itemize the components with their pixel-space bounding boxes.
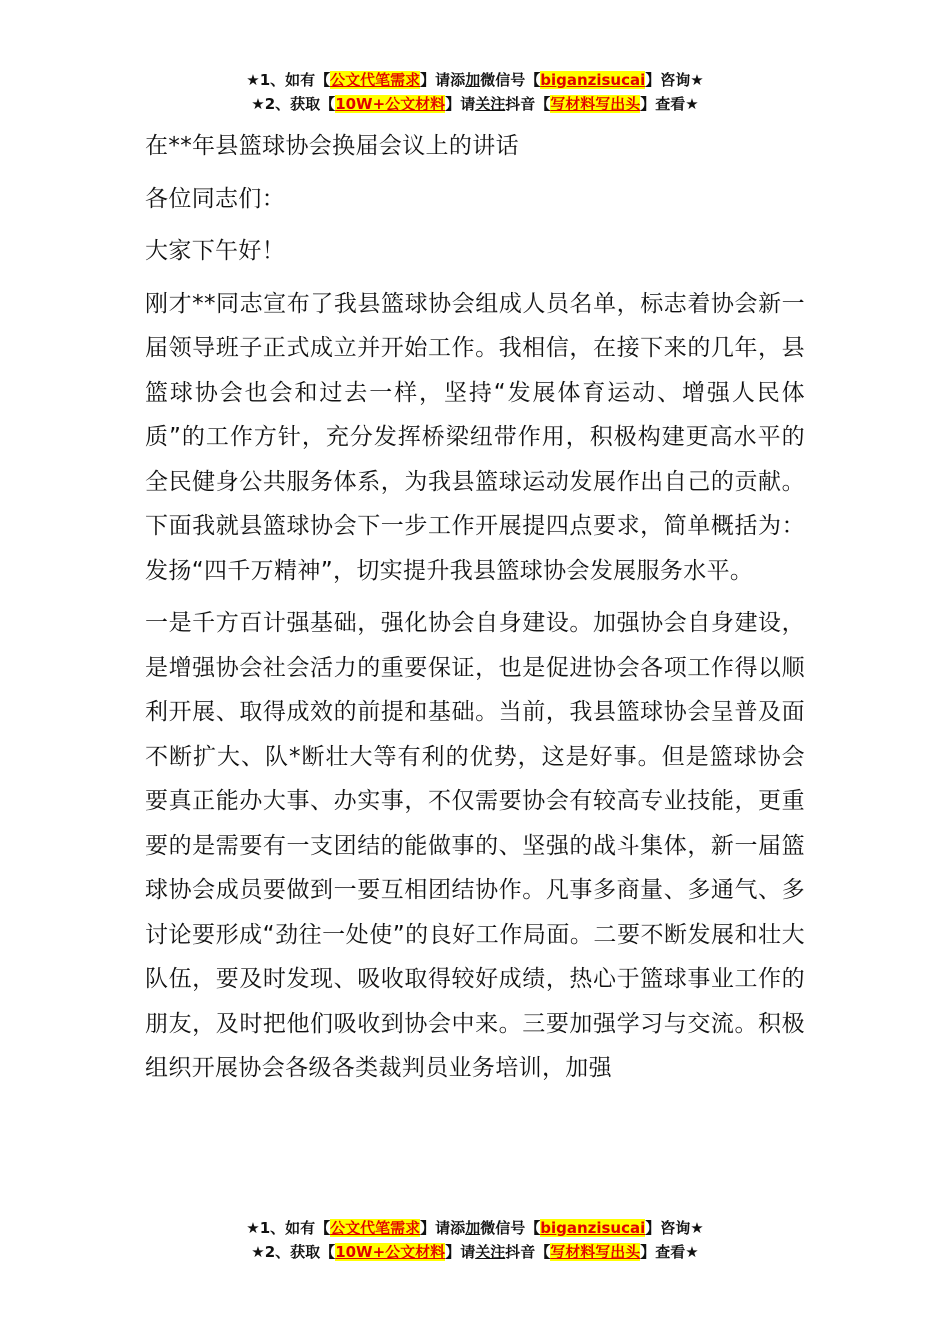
document-body <box>145 124 805 1099</box>
promo-highlight-douyin: 写材料写出头 <box>550 95 641 113</box>
promo-highlight-materials: 10W+公文材料 <box>335 1243 446 1261</box>
greeting: 大家下午好！ <box>145 238 286 264</box>
promo-line-1: ★1、如有【公文代笔需求】请添加微信号【biganzisucai】咨询★ <box>246 1219 704 1237</box>
promo-highlight-wechat-id: biganzisucai <box>540 71 646 89</box>
promo-line-1: ★1、如有【公文代笔需求】请添加微信号【biganzisucai】咨询★ <box>246 71 704 89</box>
promo-highlight-materials: 10W+公文材料 <box>335 95 446 113</box>
salutation: 各位同志们： <box>145 185 286 212</box>
paragraph-intro: 刚才**同志宣布了我县篮球协会组成人员名单，标志着协会新一届领导班子正式成立并开始工作。我相信，在接下来的几年，县篮球协会也会和过去一样，坚持“发展体育运动、增强人民体质”的工作方针，充分发挥桥梁纽带作用，积极构建更高水平的全民健身公共服务体系，为我县篮球运动发展作出自己的贡献。下面我就县篮球协会下一步工作开展提四点要求，简单概括为：发扬“四千万精神”，切实提升我县篮球协会发展服务水平。 <box>145 290 805 584</box>
promo-highlight-service: 公文代笔需求 <box>330 1219 421 1237</box>
promo-highlight-service: 公文代笔需求 <box>330 71 421 89</box>
promo-line-2: ★2、获取【10W+公文材料】请关注抖音【写材料写出头】查看★ <box>251 95 699 113</box>
footer-promo-banner <box>0 1216 950 1264</box>
promo-highlight-douyin: 写材料写出头 <box>550 1243 641 1261</box>
promo-highlight-wechat-id: biganzisucai <box>540 1219 646 1237</box>
document-title: 在**年县篮球协会换届会议上的讲话 <box>145 133 519 159</box>
header-promo-banner <box>0 68 950 116</box>
paragraph-first-point: 一是千方百计强基础，强化协会自身建设。加强协会自身建设，是增强协会社会活力的重要保证，也是促进协会各项工作得以顺利开展、取得成效的前提和基础。当前，我县篮球协会呈普及面不断扩大、队*断壮大等有利的优势，这是好事。但是篮球协会要真正能办大事、办实事，不仅需要协会有较高专业技能，更重要的是需要有一支团结的能做事的、坚强的战斗集体，新一届篮球协会成员要做到一要互相团结协作。凡事多商量、多通气、多讨论要形成“劲往一处使”的良好工作局面。二要不断发展和壮大队伍，要及时发现、吸收取得较好成绩，热心于篮球事业工作的朋友，及时把他们吸收到协会中来。三要加强学习与交流。积极组织开展协会各级各类裁判员业务培训，加强 <box>145 610 805 1081</box>
promo-line-2: ★2、获取【10W+公文材料】请关注抖音【写材料写出头】查看★ <box>251 1243 699 1261</box>
